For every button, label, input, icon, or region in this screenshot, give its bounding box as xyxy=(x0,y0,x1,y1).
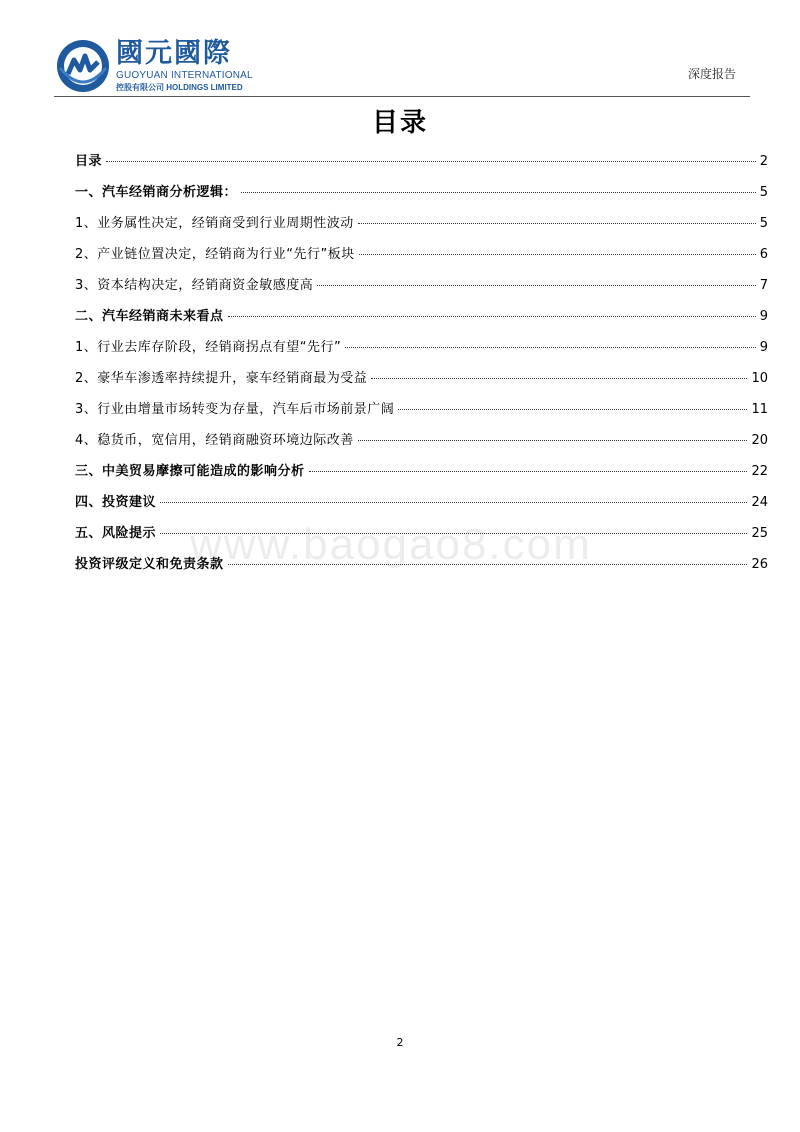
toc-entry-page: 24 xyxy=(751,495,768,510)
logo-chinese-name: 國元國際 xyxy=(116,38,232,69)
toc-entry-label: 五、风险提示 xyxy=(75,526,157,541)
toc-leader-dots xyxy=(371,378,747,379)
page-number: 2 xyxy=(396,1036,404,1049)
toc-entry[interactable] xyxy=(75,305,768,336)
toc-entry-page: 11 xyxy=(751,402,768,417)
toc-entry-label: 3、行业由增量市场转变为存量，汽车后市场前景广阔 xyxy=(75,402,395,417)
toc-entry-page: 6 xyxy=(759,247,768,262)
toc-leader-dots xyxy=(106,161,756,162)
toc-entry-label: 二、汽车经销商未来看点 xyxy=(75,309,224,324)
toc-entry-page: 5 xyxy=(759,185,768,200)
toc-entry[interactable] xyxy=(75,243,768,274)
toc-entry-page: 25 xyxy=(751,526,768,541)
toc-title: 目录 xyxy=(371,108,428,138)
toc-entry-page: 10 xyxy=(751,371,768,386)
header-divider xyxy=(54,96,750,97)
toc-entry[interactable] xyxy=(75,150,768,181)
toc-entry-page: 26 xyxy=(751,557,768,572)
toc-entry[interactable] xyxy=(75,367,768,398)
page-header xyxy=(0,0,800,100)
toc-entry-label: 目录 xyxy=(75,154,103,169)
toc-entry-label: 投资评级定义和免责条款 xyxy=(75,557,224,572)
toc-entry-label: 4、稳货币，宽信用，经销商融资环境边际改善 xyxy=(75,433,354,448)
table-of-contents xyxy=(75,150,768,584)
toc-entry[interactable] xyxy=(75,491,768,522)
toc-entry-label: 1、行业去库存阶段，经销商拐点有望“先行” xyxy=(75,340,342,355)
toc-entry-page: 20 xyxy=(751,433,768,448)
toc-leader-dots xyxy=(317,285,755,286)
toc-entry[interactable] xyxy=(75,212,768,243)
toc-entry[interactable] xyxy=(75,429,768,460)
toc-leader-dots xyxy=(359,254,756,255)
toc-leader-dots xyxy=(160,502,747,503)
toc-entry-page: 2 xyxy=(759,154,768,169)
guoyuan-logo-icon xyxy=(54,38,112,94)
toc-entry-page: 5 xyxy=(759,216,768,231)
toc-entry-label: 2、产业链位置决定，经销商为行业“先行”板块 xyxy=(75,247,355,262)
toc-entry[interactable] xyxy=(75,181,768,212)
logo-english-subtitle: 控股有限公司 HOLDINGS LIMITED xyxy=(116,83,243,92)
toc-entry-page: 9 xyxy=(759,340,768,355)
toc-entry[interactable] xyxy=(75,398,768,429)
toc-entry-page: 9 xyxy=(759,309,768,324)
toc-leader-dots xyxy=(345,347,755,348)
toc-leader-dots xyxy=(358,223,756,224)
toc-leader-dots xyxy=(241,192,756,193)
toc-leader-dots xyxy=(309,471,748,472)
toc-entry-label: 3、资本结构决定，经销商资金敏感度高 xyxy=(75,278,314,293)
toc-entry[interactable] xyxy=(75,274,768,305)
toc-leader-dots xyxy=(398,409,747,410)
logo-text xyxy=(116,38,253,93)
toc-entry-label: 三、中美贸易摩擦可能造成的影响分析 xyxy=(75,464,305,479)
toc-entry-label: 1、业务属性决定，经销商受到行业周期性波动 xyxy=(75,216,354,231)
toc-entry-label: 一、汽车经销商分析逻辑： xyxy=(75,185,238,200)
toc-entry[interactable] xyxy=(75,336,768,367)
report-type-label: 深度报告 xyxy=(687,67,736,81)
toc-entry-label: 四、投资建议 xyxy=(75,495,157,510)
watermark: www.baogao8.com xyxy=(190,520,592,569)
toc-leader-dots xyxy=(358,440,748,441)
toc-entry-label: 2、豪华车渗透率持续提升，豪车经销商最为受益 xyxy=(75,371,368,386)
toc-entry[interactable] xyxy=(75,460,768,491)
logo-english-name: GUOYUAN INTERNATIONAL xyxy=(116,70,253,81)
toc-entry-page: 7 xyxy=(759,278,768,293)
toc-leader-dots xyxy=(228,316,756,317)
toc-entry-page: 22 xyxy=(751,464,768,479)
